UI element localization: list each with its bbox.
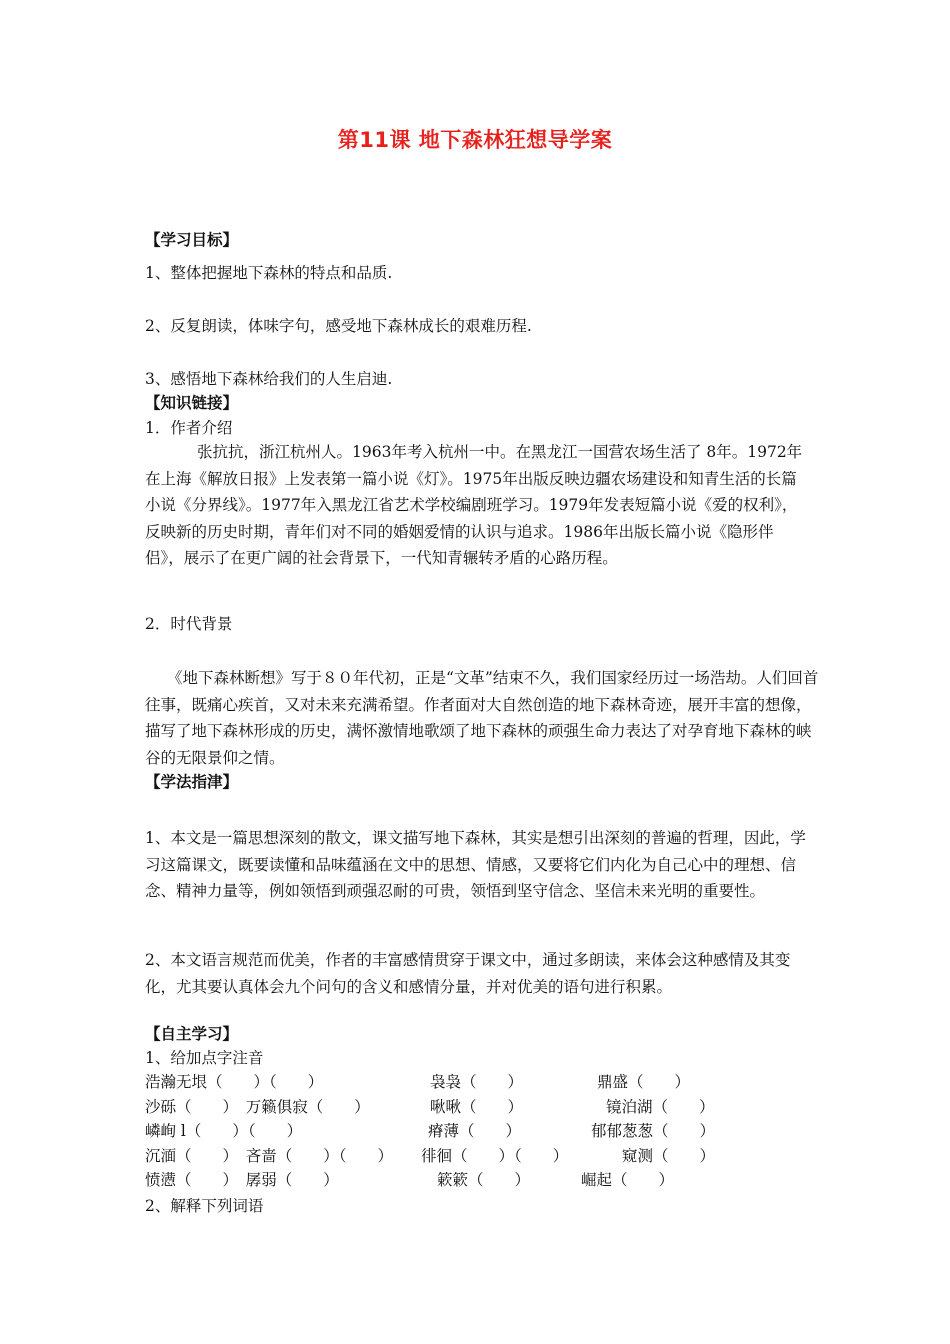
- knowledge-heading: 【知识链接】: [145, 394, 239, 412]
- pinyin-cell: 沉湎（ ） 吝啬（ ）（ ）: [145, 1146, 394, 1165]
- page-title: 第11课 地下森林狂想导学案: [337, 128, 613, 152]
- pinyin-cell: 瘠薄（ ）: [428, 1122, 522, 1140]
- background-label: 2．时代背景: [145, 615, 233, 633]
- goal-item-2: 2、反复朗读，体味字句，感受地下森林成长的艰难历程.: [145, 317, 532, 335]
- pinyin-cell: 徘徊（ ）（ ）: [421, 1146, 569, 1165]
- self-study-heading: 【自主学习】: [145, 1025, 239, 1043]
- background-paragraph: 《地下森林断想》写于８０年代初，正是“文革”结束不久，我们国家经历过一场浩劫。人们回首往事，既痛心疾首，又对未来充满希望。作者面对大自然创造的地下森林奇迹，展开丰富的想像，描写了地下森林形成的历史，满怀激情地歌颂了地下森林的顽强生命力表达了对孕育地下森林的峡谷的无限景仰之情。: [145, 669, 819, 767]
- method-paragraph-2: 2、本文语言规范而优美，作者的丰富感情贯穿于课文中，通过多朗读，来体会这种感情及其变化，尤其要认真体会九个问句的含义和感情分量，并对优美的语句进行积累。: [145, 951, 791, 996]
- table-row: [145, 1119, 845, 1144]
- pinyin-cell: 窥测（ ）: [622, 1146, 716, 1165]
- pinyin-cell: 簌簌（ ）: [437, 1171, 531, 1189]
- pinyin-cell: 嶙峋 l（ ）（ ）: [145, 1122, 303, 1140]
- pinyin-cell: 浩瀚无垠（ ）（ ）: [145, 1073, 324, 1091]
- table-row: [145, 1070, 845, 1095]
- goal-item-3: 3、感悟地下森林给我们的人生启迪.: [145, 370, 393, 388]
- question-2-label: 2、解释下列词语: [145, 1197, 264, 1215]
- pinyin-cell: 崛起（ ）: [581, 1171, 675, 1189]
- question-1-label: 1、给加点字注音: [145, 1049, 264, 1067]
- table-row: [145, 1168, 845, 1193]
- table-row: [145, 1144, 845, 1169]
- pinyin-cell: 沙砾（ ） 万籁俱寂（ ）: [145, 1097, 370, 1116]
- author-label: 1．作者介绍: [145, 419, 233, 437]
- pinyin-table: [145, 1070, 845, 1193]
- pinyin-cell: 啾啾（ ）: [430, 1097, 524, 1116]
- pinyin-cell: 鼎盛（ ）: [597, 1073, 691, 1091]
- method-paragraph-1: 1、本文是一篇思想深刻的散文，课文描写地下森林，其实是想引出深刻的普遍的哲理，因此，学习这篇课文，既要读懂和品味蕴涵在文中的思想、情感，又要将它们内化为自己心中的理想、信念、精神力量等，例如领悟到顽强忍耐的可贵，领悟到坚守信念、坚信未来光明的重要性。: [145, 829, 806, 900]
- pinyin-cell: 镜泊湖（ ）: [606, 1097, 715, 1116]
- pinyin-cell: 愤懑（ ） 孱弱（ ）: [145, 1171, 339, 1189]
- method-heading: 【学法指津】: [145, 773, 239, 791]
- author-paragraph: 张抗抗，浙江杭州人。1963年考入杭州一中。在黑龙江一国营农场生活了 8年。1972年在上海《解放日报》上发表第一篇小说《灯》。1975年出版反映边疆农场建设和知青生活的长篇小说《分界线》。1977年入黑龙江省艺术学校编剧班学习。1979年发表短篇小说《爱的权利》，反映新的历史时期，青年们对不同的婚姻爱情的认识与追求。1986年出版长篇小说《隐形伴侣》，展示了在更广阔的社会背景下，一代知青辗转矛盾的心路历程。: [145, 443, 803, 567]
- pinyin-cell: 袅袅（ ）: [430, 1073, 524, 1091]
- goals-heading: 【学习目标】: [145, 231, 239, 249]
- pinyin-cell: 郁郁葱葱（ ）: [591, 1122, 716, 1140]
- table-row: [145, 1095, 845, 1120]
- goal-item-1: 1、整体把握地下森林的特点和品质.: [145, 264, 393, 282]
